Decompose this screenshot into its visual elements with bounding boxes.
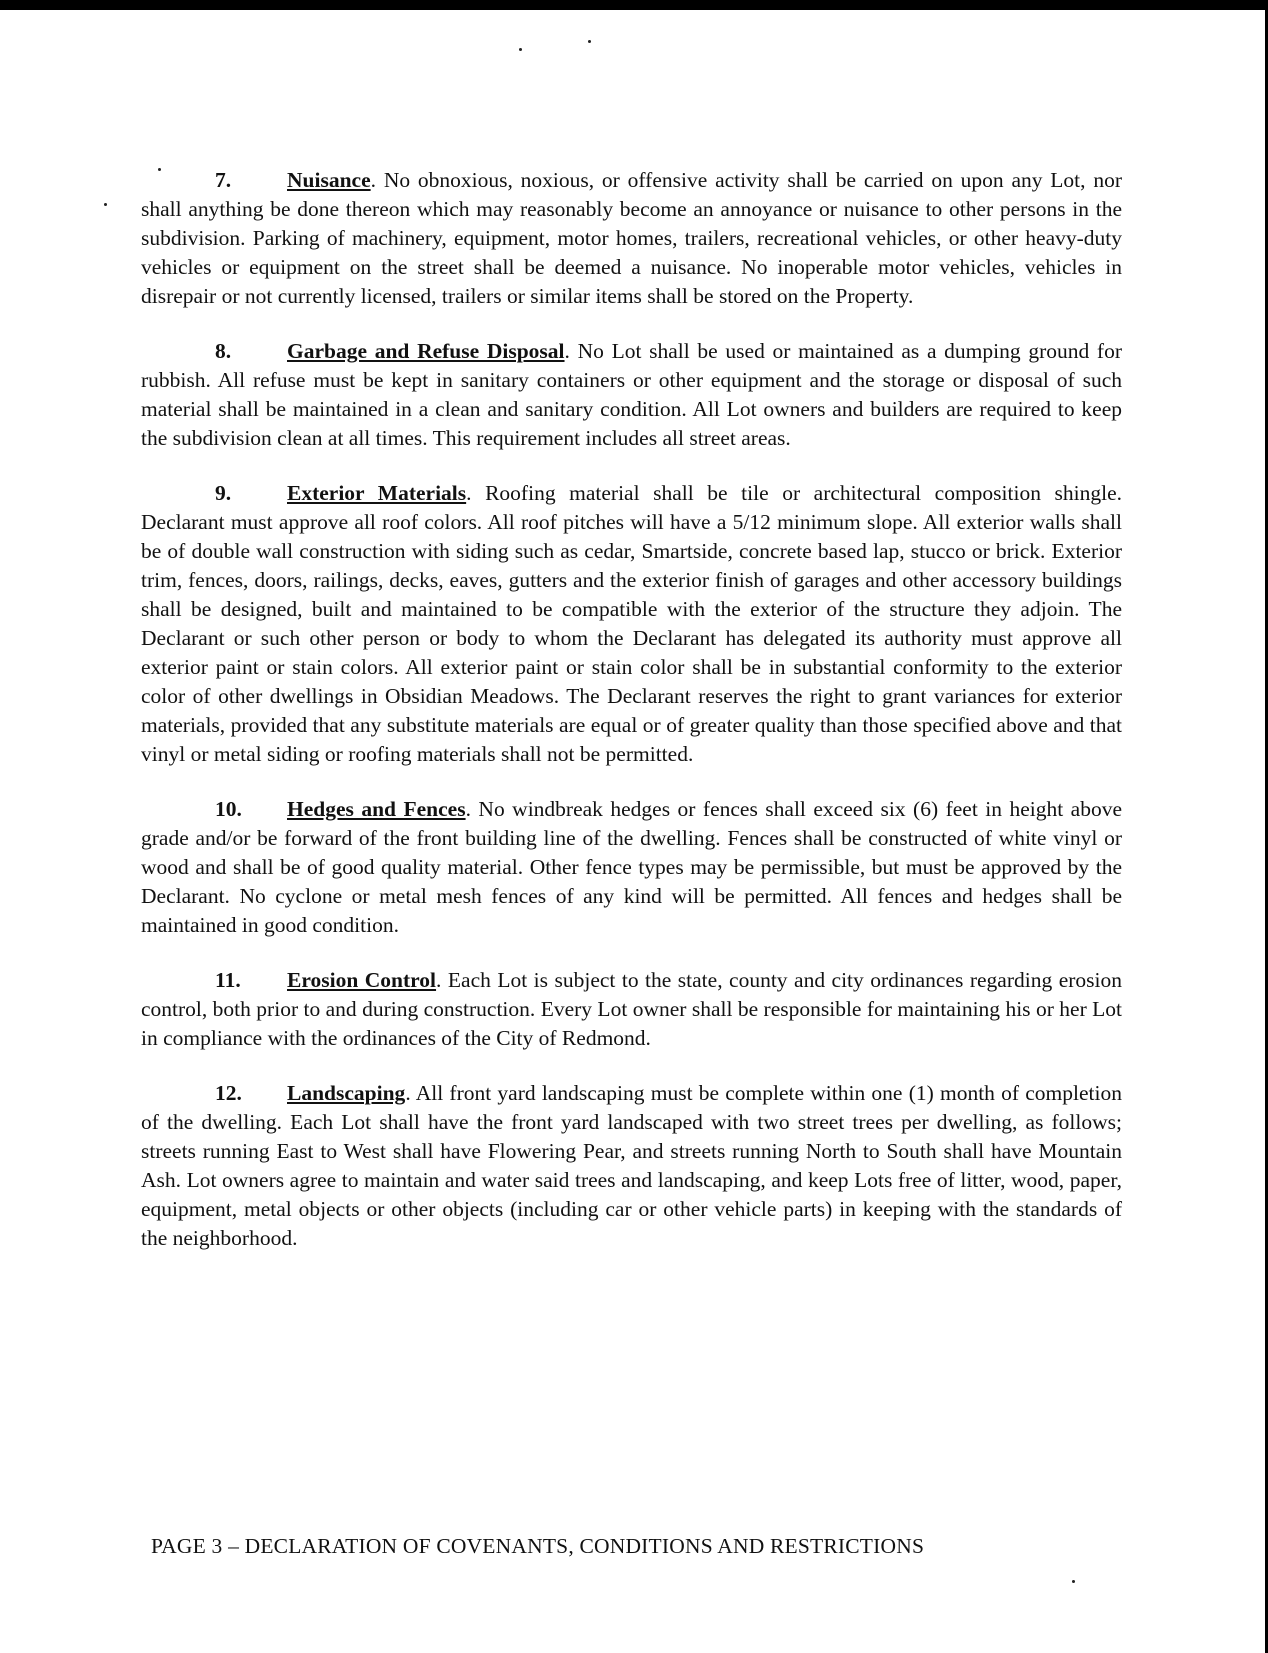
section-text: No obnoxious, noxious, or offensive activity shall be carried on upon any Lot, nor shall anything be done thereon which may reasonably become an annoyance or nuisance to other persons in the subdivision. Parking of machinery, equipment, motor homes, trailers, recreational vehicles, or other heavy-duty vehicles or equipment on the street shall be deemed a nuisance. No inoperable motor vehicles, vehicles in disrepair or not currently licensed, trailers or similar items shall be stored on the Property. — [141, 168, 1122, 308]
scan-speck — [1072, 1580, 1075, 1583]
section-text: Each Lot is subject to the state, county and city ordinances regarding erosion control, both prior to and during construction. Every Lot owner shall be responsible for maintaining his or her Lot in compliance with the ordinances of the City of Redmond. — [141, 968, 1122, 1050]
section-hedges-fences: 10. Hedges and Fences. No windbreak hedges or fences shall exceed six (6) feet in height above grade and/or be forward of the front building line of the dwelling. Fences shall be constructed of white vinyl or wood and shall be of good quality material. Other fence types may be permissible, but must be approved by the Declarant. No cyclone or metal mesh fences of any kind will be permitted. All fences and hedges shall be maintained in good condition. — [141, 797, 1123, 937]
section-text: No windbreak hedges or fences shall exceed six (6) feet in height above grade and/or be forward of the front building line of the dwelling. Fences shall be constructed of white vinyl or wood and shall be of good quality material. Other fence types may be permissible, but must be approved by the Declarant. No cyclone or metal mesh fences of any kind will be permitted. All fences and hedges shall be maintained in good condition. — [141, 797, 1123, 937]
section-number: 10. — [215, 797, 242, 821]
section-heading: Garbage and Refuse Disposal — [287, 339, 565, 363]
section-nuisance: 7. Nuisance. No obnoxious, noxious, or offensive activity shall be carried on upon any Lot, nor shall anything be done thereon which may reasonably become an annoyance or nuisance to other persons in the subdivision. Parking of machinery, equipment, motor homes, trailers, recreational vehicles, or other heavy-duty vehicles or equipment on the street shall be deemed a nuisance. No inoperable motor vehicles, vehicles in disrepair or not currently licensed, trailers or similar items shall be stored on the Property. — [141, 168, 1122, 308]
section-number: 7. — [215, 168, 232, 192]
document-body — [141, 166, 1122, 1279]
section-heading: Landscaping — [287, 1081, 406, 1105]
section-text: No Lot shall be used or maintained as a dumping ground for rubbish. All refuse must be kept in sanitary containers or other equipment and the storage or disposal of such material shall be maintained in a clean and sanitary condition. All Lot owners and builders are required to keep the subdivision clean at all times. This requirement includes all street areas. — [141, 339, 1122, 450]
section-number: 8. — [215, 339, 232, 363]
scan-top-border — [0, 0, 1268, 10]
section-heading: Erosion Control — [287, 968, 437, 992]
scan-speck — [519, 48, 522, 51]
section-heading: Nuisance — [287, 168, 371, 192]
section-number: 9. — [215, 481, 232, 505]
section-text: Roofing material shall be tile or architectural composition shingle. Declarant must approve all roof colors. All roof pitches will have a 5/12 minimum slope. All exterior walls shall be of double wall construction with siding such as cedar, Smartside, concrete based lap, stucco or brick. Exterior trim, fences, doors, railings, decks, eaves, gutters and the exterior finish of garages and other accessory buildings shall be designed, built and maintained to be compatible with the exterior of the structure they adjoin. The Declarant or such other person or body to whom the Declarant has delegated its authority must approve all exterior paint or stain colors. All exterior paint or stain color shall be in substantial conformity to the exterior color of other dwellings in Obsidian Meadows. The Declarant reserves the right to grant variances for exterior materials, provided that any substitute materials are equal or of greater quality than those specified above and that vinyl or metal siding or roofing materials shall not be permitted. — [141, 481, 1123, 766]
section-garbage-refuse-disposal: 8. Garbage and Refuse Disposal. No Lot shall be used or maintained as a dumping ground for rubbish. All refuse must be kept in sanitary containers or other equipment and the storage or disposal of such material shall be maintained in a clean and sanitary condition. All Lot owners and builders are required to keep the subdivision clean at all times. This requirement includes all street areas. — [141, 339, 1122, 450]
page-footer: PAGE 3 – DECLARATION OF COVENANTS, CONDITIONS AND RESTRICTIONS — [151, 1534, 925, 1558]
section-landscaping: 12. Landscaping. All front yard landscaping must be complete within one (1) month of completion of the dwelling. Each Lot shall have the front yard landscaped with two street trees per dwelling, as follows; streets running East to West shall have Flowering Pear, and streets running North to South shall have Mountain Ash. Lot owners agree to maintain and water said trees and landscaping, and keep Lots free of litter, wood, paper, equipment, metal objects or other objects (including car or other vehicle parts) in keeping with the standards of the neighborhood. — [141, 1081, 1122, 1250]
section-exterior-materials: 9. Exterior Materials. Roofing material shall be tile or architectural composition shingle. Declarant must approve all roof colors. All roof pitches will have a 5/12 minimum slope. All exterior walls shall be of double wall construction with siding such as cedar, Smartside, concrete based lap, stucco or brick. Exterior trim, fences, doors, railings, decks, eaves, gutters and the exterior finish of garages and other accessory buildings shall be designed, built and maintained to be compatible with the exterior of the structure they adjoin. The Declarant or such other person or body to whom the Declarant has delegated its authority must approve all exterior paint or stain colors. All exterior paint or stain color shall be in substantial conformity to the exterior color of other dwellings in Obsidian Meadows. The Declarant reserves the right to grant variances for exterior materials, provided that any substitute materials are equal or of greater quality than those specified above and that vinyl or metal siding or roofing materials shall not be permitted. — [141, 481, 1123, 766]
section-heading: Exterior Materials — [287, 481, 467, 505]
section-number: 12. — [215, 1081, 242, 1105]
scan-speck — [104, 203, 107, 206]
section-number: 11. — [215, 968, 241, 992]
section-erosion-control: 11. Erosion Control. Each Lot is subject to the state, county and city ordinances regarding erosion control, both prior to and during construction. Every Lot owner shall be responsible for maintaining his or her Lot in compliance with the ordinances of the City of Redmond. — [141, 968, 1122, 1050]
scan-speck — [588, 40, 591, 43]
section-text: All front yard landscaping must be complete within one (1) month of completion of the dwelling. Each Lot shall have the front yard landscaped with two street trees per dwelling, as follows; streets running East to West shall have Flowering Pear, and streets running North to South shall have Mountain Ash. Lot owners agree to maintain and water said trees and landscaping, and keep Lots free of litter, wood, paper, equipment, metal objects or other objects (including car or other vehicle parts) in keeping with the standards of the neighborhood. — [141, 1081, 1122, 1250]
section-heading: Hedges and Fences — [287, 797, 466, 821]
